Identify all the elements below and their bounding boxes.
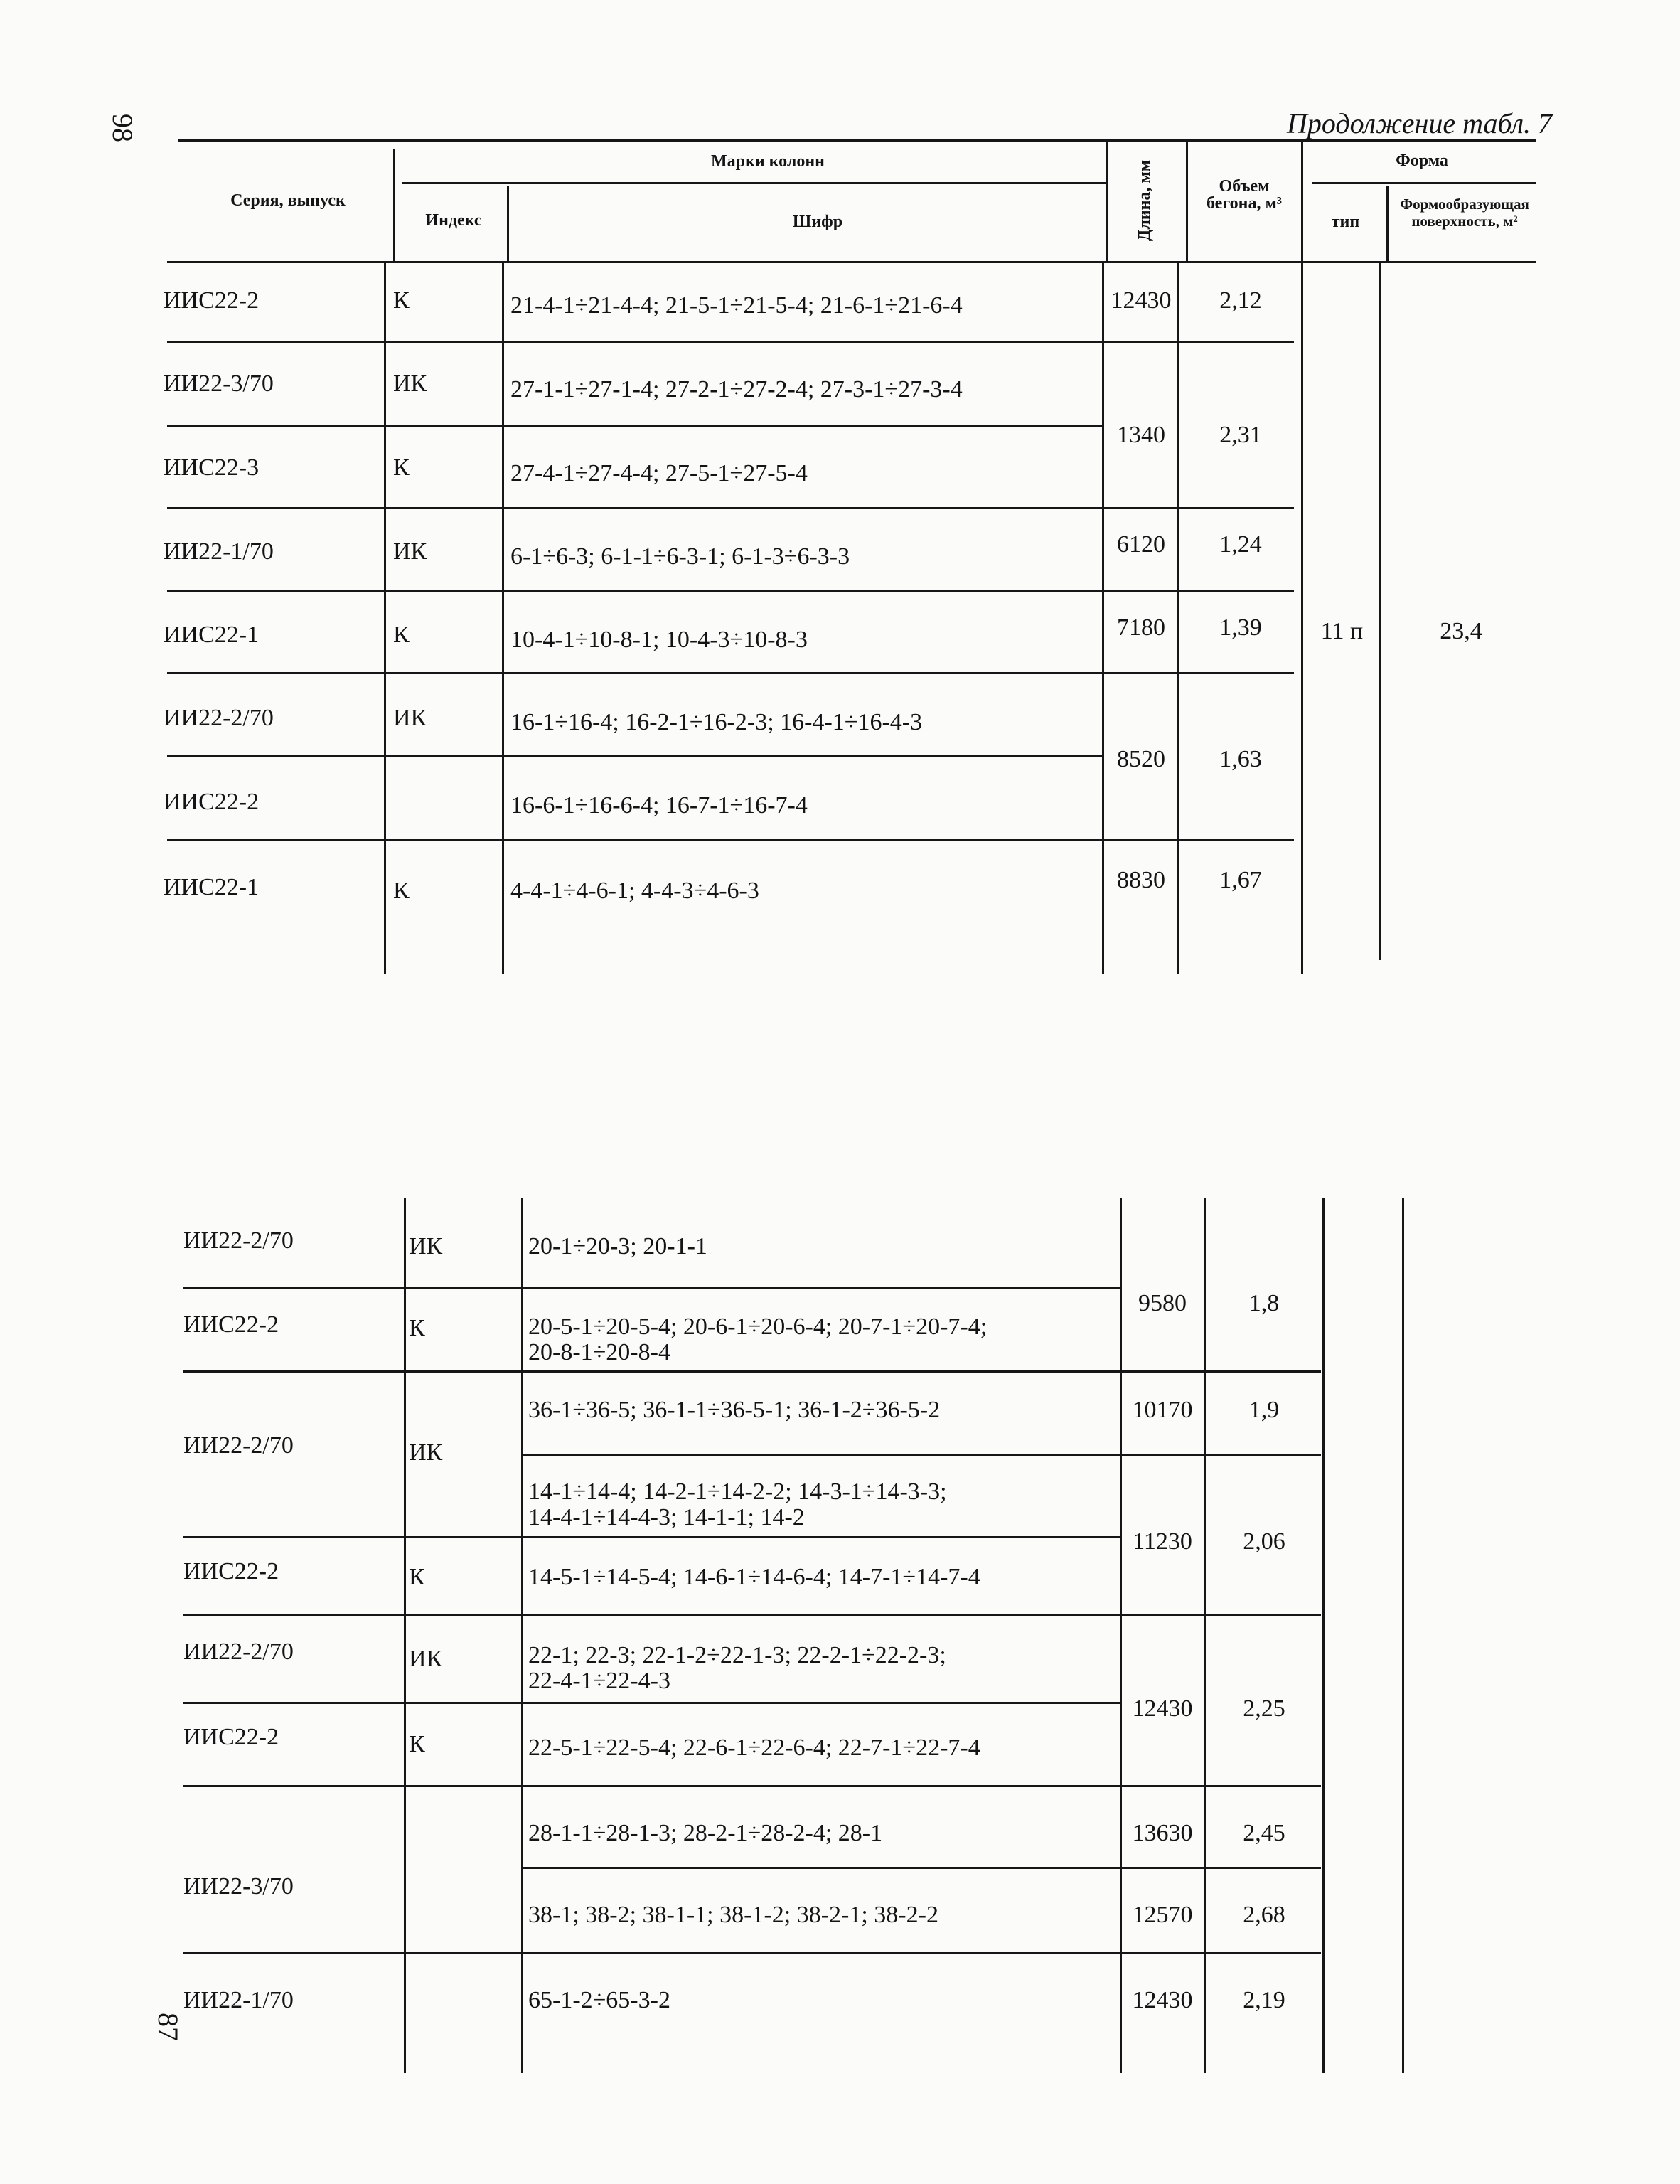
bottom-series: ИИ22-3/70	[183, 1873, 294, 1900]
bottom-volume: 2,06	[1243, 1528, 1285, 1555]
vline	[393, 149, 395, 263]
top-index: ИК	[393, 371, 427, 397]
top-code: 21-4-1÷21-4-4; 21-5-1÷21-5-4; 21-6-1÷21-6-4	[510, 292, 963, 319]
hline	[167, 672, 1294, 674]
bottom-length: 13630	[1132, 1820, 1193, 1846]
bottom-series: ИИ22-1/70	[183, 1987, 294, 2013]
hline	[183, 1370, 1321, 1373]
bottom-index: ИК	[409, 1646, 443, 1672]
marks-rule	[402, 182, 1106, 184]
hline	[167, 590, 1294, 592]
bottom-series: ИИ22-2/70	[183, 1227, 294, 1254]
top-code: 27-4-1÷27-4-4; 27-5-1÷27-5-4	[510, 460, 808, 486]
vline	[1102, 263, 1104, 974]
top-volume: 2,31	[1219, 422, 1262, 448]
vline	[1204, 1198, 1206, 2073]
bottom-series: ИИС22-2	[183, 1558, 279, 1584]
vline	[521, 1198, 523, 2073]
top-code: 4-4-1÷4-6-1; 4-4-3÷4-6-3	[510, 878, 759, 904]
bottom-volume: 2,68	[1243, 1902, 1285, 1928]
top-series: ИИС22-2	[164, 287, 260, 314]
bottom-code: 14-1÷14-4; 14-2-1÷14-2-2; 14-3-1÷14-3-3; 14-4-1÷14-4-3; 14-1-1; 14-2	[528, 1479, 947, 1530]
vline	[1301, 263, 1303, 974]
hline	[167, 341, 1294, 343]
bottom-length: 12430	[1132, 1695, 1193, 1722]
bottom-index: К	[409, 1731, 425, 1757]
bottom-code: 36-1÷36-5; 36-1-1÷36-5-1; 36-1-2÷36-5-2	[528, 1397, 941, 1423]
header-index: Индекс	[425, 211, 482, 230]
top-index: К	[393, 454, 410, 481]
bottom-length: 9580	[1138, 1290, 1187, 1316]
top-volume: 1,39	[1219, 614, 1262, 641]
top-index: ИК	[393, 705, 427, 731]
form-rule	[1312, 182, 1536, 184]
vline	[1379, 263, 1381, 960]
top-code: 27-1-1÷27-1-4; 27-2-1÷27-2-4; 27-3-1÷27-3-4	[510, 376, 963, 403]
bottom-index: ИК	[409, 1233, 443, 1259]
bottom-code: 28-1-1÷28-1-3; 28-2-1÷28-2-4; 28-1	[528, 1820, 883, 1846]
bottom-code: 14-5-1÷14-5-4; 14-6-1÷14-6-4; 14-7-1÷14-7-4	[528, 1564, 980, 1590]
bottom-volume: 2,25	[1243, 1695, 1285, 1722]
vline	[1386, 186, 1389, 263]
continuation-caption: Продолжение табл. 7	[1287, 107, 1553, 139]
top-series: ИИС22-1	[164, 622, 260, 648]
top-length: 12430	[1111, 287, 1172, 314]
hline	[183, 1287, 1120, 1289]
top-length: 6120	[1117, 531, 1165, 558]
top-series: ИИС22-3	[164, 454, 260, 481]
top-code: 6-1÷6-3; 6-1-1÷6-3-1; 6-1-3÷6-3-3	[510, 543, 850, 570]
bottom-series: ИИС22-2	[183, 1724, 279, 1750]
bottom-code: 22-1; 22-3; 22-1-2÷22-1-3; 22-2-1÷22-2-3; 22-4-1÷22-4-3	[528, 1642, 946, 1694]
header-marks: Марки колонн	[711, 152, 825, 171]
vline	[1301, 142, 1303, 263]
header-form: Форма	[1396, 151, 1448, 170]
top-code: 16-1÷16-4; 16-2-1÷16-2-3; 16-4-1÷16-4-3	[510, 709, 923, 735]
hline	[167, 425, 1102, 427]
header-series: Серия, выпуск	[230, 191, 346, 210]
vline	[1402, 1198, 1404, 2073]
vline	[1120, 1198, 1122, 2073]
header-volume: Объем бегона, м³	[1206, 177, 1282, 213]
bottom-length: 12430	[1132, 1987, 1193, 2013]
top-series: ИИС22-1	[164, 874, 260, 900]
top-series: ИИ22-1/70	[164, 538, 274, 565]
top-length: 7180	[1117, 614, 1165, 641]
hline	[183, 1702, 1120, 1704]
form-surface: 23,4	[1440, 618, 1482, 644]
hline	[521, 1454, 1321, 1456]
bottom-volume: 2,19	[1243, 1987, 1285, 2013]
top-index: К	[393, 287, 410, 314]
vline	[1186, 142, 1188, 263]
top-code: 10-4-1÷10-8-1; 10-4-3÷10-8-3	[510, 627, 808, 653]
header-surface: Формообразующая поверхность, м²	[1400, 196, 1529, 230]
vline	[404, 1198, 406, 2073]
vline	[507, 186, 509, 263]
bottom-series: ИИС22-2	[183, 1311, 279, 1338]
top-rule	[178, 139, 1536, 142]
vline	[384, 263, 386, 974]
top-index: К	[393, 878, 410, 904]
top-volume: 1,63	[1219, 746, 1262, 772]
vline	[1177, 263, 1179, 974]
page-number-bottom: 87	[152, 2013, 184, 2041]
hline	[167, 507, 1294, 509]
bottom-volume: 2,45	[1243, 1820, 1285, 1846]
top-index: К	[393, 622, 410, 648]
hline	[167, 755, 1102, 757]
vline	[502, 263, 504, 974]
top-length: 1340	[1117, 422, 1165, 448]
top-series: ИИС22-2	[164, 789, 260, 815]
vline	[1106, 142, 1108, 263]
page-number-top: 98	[107, 114, 139, 142]
header-type: тип	[1331, 213, 1360, 231]
hline	[167, 839, 1294, 841]
top-volume: 1,67	[1219, 867, 1262, 893]
bottom-code: 65-1-2÷65-3-2	[528, 1987, 670, 2013]
top-volume: 2,12	[1219, 287, 1262, 314]
bottom-index: ИК	[409, 1439, 443, 1466]
bottom-volume: 1,9	[1248, 1397, 1280, 1423]
top-length: 8520	[1117, 746, 1165, 772]
bottom-index: К	[409, 1564, 425, 1590]
bottom-code: 20-5-1÷20-5-4; 20-6-1÷20-6-4; 20-7-1÷20-7-4; 20-8-1÷20-8-4	[528, 1314, 988, 1365]
hline	[183, 1785, 1321, 1787]
vline	[1322, 1198, 1325, 2073]
bottom-length: 10170	[1132, 1397, 1193, 1423]
hline	[521, 1867, 1321, 1869]
bottom-length: 12570	[1132, 1902, 1193, 1928]
bottom-code: 20-1÷20-3; 20-1-1	[528, 1233, 707, 1259]
top-series: ИИ22-3/70	[164, 371, 274, 397]
bottom-code: 22-5-1÷22-5-4; 22-6-1÷22-6-4; 22-7-1÷22-7-4	[528, 1735, 980, 1761]
top-series: ИИ22-2/70	[164, 705, 274, 731]
bottom-code: 38-1; 38-2; 38-1-1; 38-1-2; 38-2-1; 38-2-2	[528, 1902, 938, 1928]
top-length: 8830	[1117, 867, 1165, 893]
header-code: Шифр	[792, 213, 843, 231]
bottom-length: 11230	[1133, 1528, 1192, 1555]
top-index: ИК	[393, 538, 427, 565]
header-length: Длина, мм	[1135, 159, 1154, 242]
bottom-series: ИИ22-2/70	[183, 1639, 294, 1665]
bottom-series: ИИ22-2/70	[183, 1432, 294, 1459]
bottom-volume: 1,8	[1248, 1290, 1280, 1316]
hline	[183, 1952, 1321, 1954]
top-code: 16-6-1÷16-6-4; 16-7-1÷16-7-4	[510, 792, 808, 819]
hline	[183, 1614, 1321, 1616]
header-bottom-rule	[167, 261, 1536, 263]
form-type: 11 п	[1320, 618, 1364, 644]
hline	[183, 1536, 1120, 1538]
top-volume: 1,24	[1219, 531, 1262, 558]
bottom-index: К	[409, 1315, 425, 1341]
